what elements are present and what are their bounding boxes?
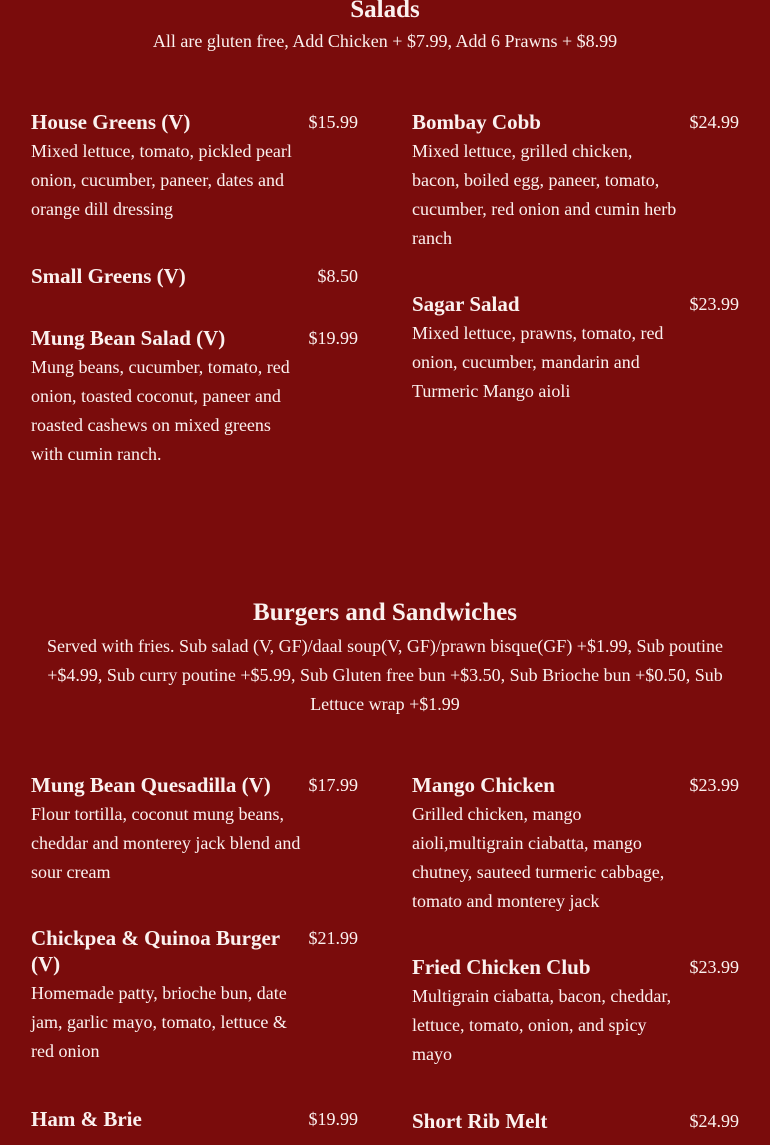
item-price: $19.99: [308, 1109, 358, 1129]
item-name: Mung Bean Quesadilla (V): [31, 773, 271, 797]
item-price: $23.99: [689, 294, 739, 314]
item-name: Bombay Cobb: [412, 110, 541, 134]
item-price: $21.99: [308, 928, 358, 948]
item-price: $24.99: [689, 112, 739, 132]
item-name: Chickpea & Quinoa Burger (V): [31, 926, 280, 976]
item-price: $15.99: [308, 112, 358, 132]
burgers-subtitle: Served with fries. Sub salad (V, GF)/daal soup(V, GF)/prawn bisque(GF) +$1.99, Sub poutine +$4.99, Sub curry poutine +$5.99, Sub Gluten free bun +$3.50, Sub Brioche bun +$0.50, Sub Lettuce wrap +$1.99: [47, 636, 723, 714]
item-description: Homemade patty, brioche bun, date jam, garlic mayo, tomato, lettuce & red onion: [31, 983, 287, 1061]
item-description: Mixed lettuce, prawns, tomato, red onion, cucumber, mandarin and Turmeric Mango aioli: [412, 323, 664, 401]
menu-item: [31, 1106, 358, 1132]
menu-item: [412, 772, 739, 916]
item-price: $17.99: [308, 775, 358, 795]
menu-item: [31, 263, 358, 289]
item-description: Mixed lettuce, tomato, pickled pearl onion, cucumber, paneer, dates and orange dill dressing: [31, 141, 292, 219]
item-description: Multigrain ciabatta, bacon, cheddar, lettuce, tomato, onion, and spicy mayo: [412, 986, 672, 1064]
salads-subtitle: All are gluten free, Add Chicken + $7.99, Add 6 Prawns + $8.99: [152, 31, 618, 51]
menu-item: [412, 954, 739, 1069]
item-name: House Greens (V): [31, 110, 191, 134]
item-name: Ham & Brie: [31, 1107, 142, 1131]
menu-item: [31, 925, 358, 1066]
item-name: Short Rib Melt: [412, 1109, 548, 1133]
item-description: Mixed lettuce, grilled chicken, bacon, boiled egg, paneer, tomato, cucumber, red onion and cumin herb ranch: [412, 141, 677, 248]
item-price: $24.99: [689, 1111, 739, 1131]
item-description: Mung beans, cucumber, tomato, red onion, toasted coconut, paneer and roasted cashews on mixed greens with cumin ranch.: [31, 357, 290, 464]
item-price: $19.99: [308, 328, 358, 348]
item-price: $8.50: [317, 266, 358, 286]
menu-item: [31, 325, 358, 469]
menu-item: [31, 772, 358, 887]
menu-item: [412, 291, 739, 406]
item-description: Grilled chicken, mango aioli,multigrain ciabatta, mango chutney, sauteed turmeric cabbage, tomato and monterey jack: [412, 804, 665, 911]
item-description: Flour tortilla, coconut mung beans, cheddar and monterey jack blend and sour cream: [31, 804, 301, 882]
item-name: Small Greens (V): [31, 264, 186, 288]
menu-item: [412, 1108, 739, 1134]
burgers-title: Burgers and Sandwiches: [253, 599, 517, 626]
item-name: Fried Chicken Club: [412, 955, 591, 979]
salads-title: Salads: [350, 0, 420, 23]
item-name: Mung Bean Salad (V): [31, 326, 226, 350]
menu-item: [31, 109, 358, 224]
item-name: Sagar Salad: [412, 292, 520, 316]
menu-item: [412, 109, 739, 253]
item-price: $23.99: [689, 957, 739, 977]
item-name: Mango Chicken: [412, 773, 555, 797]
item-price: $23.99: [689, 775, 739, 795]
